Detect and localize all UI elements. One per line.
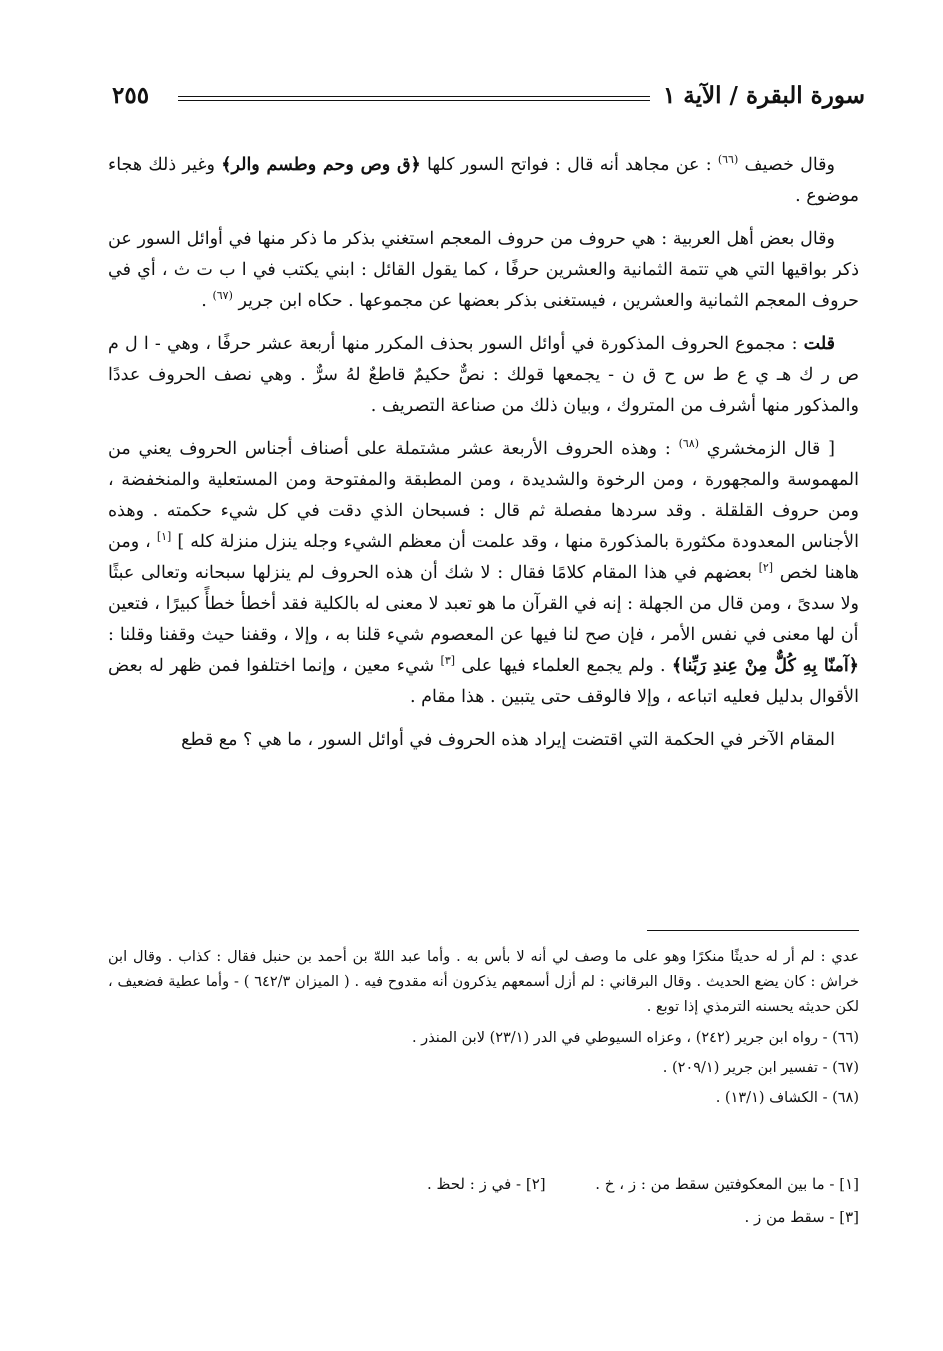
editor-ref-2: [٢] (758, 561, 774, 575)
paragraph-5 (108, 725, 859, 756)
p4-d: بعضهم في هذا المقام كلامًا فقال : لا شك أن هذه الحروف لم ينزلها سبحانه وتعالى عبثًا ولا سدىً ، ومن قال من الجهلة : إنه في القرآن ما هو تعبد لا معنى له بالكلية فقد أخطأ خطأً كبيرًا ، فتعين أن لها معنى في نفس الأمر ، فإن صح لنا فيها عن المعصوم شيء قلنا به ، وإلا ، وقفنا حيث وقفنا وقلنا : (108, 563, 859, 645)
running-title: سورة البقرة / الآية ١ (662, 82, 865, 109)
p4-b: : وهذه الحروف الأربعة عشر مشتملة على أصناف أجناس الحروف يعني من المهموسة والمجهورة ، ومن الرخوة والشديدة ، ومن المطبقة والمفتوحة ومن المستعلية والمنخفضة ، ومن حروف القلقلة . وقد سردها مفصلة ثم قال : فسبحان الذي دقت في كل شيء حكمته . وهذه الأجناس المعدودة مكثورة بالمذكورة منها ، وقد علمت أن معظم الشيء وجله ينزل منزلة كله ] (108, 439, 859, 552)
p3-text: : مجموع الحروف المذكورة في أوائل السور بحذف المكرر منها أربعة عشر حرفًا ، وهي - ا ل م ص ر ك هـ ي ع ط س ح ق ن - يجمعها قولك : نصٌّ حكيمٌ قاطعٌ لهُ سرٌّ . وهي نصف الحروف عددًا والمذكور منها أشرف من المتروك ، وبيان ذلك من صناعة التصريف . (108, 334, 859, 416)
editor-note-1: [١] - ما بين المعكوفتين سقط من : ز ، خ . (595, 1175, 859, 1193)
paragraph-4 (108, 434, 859, 713)
editor-notes-line-1 (108, 1168, 859, 1201)
p4-c: ، ومن هاهنا لخص (108, 532, 859, 583)
page-header (112, 82, 865, 118)
p2-end: . (201, 291, 207, 311)
footnote-ref-67: (٦٧) (212, 289, 233, 303)
footnotes (108, 945, 859, 1116)
editor-note-3: [٣] - سقط من ز . (744, 1208, 859, 1226)
p4-a: [ قال الزمخشري (706, 439, 835, 459)
paragraph-2 (108, 224, 859, 317)
editor-note-2: [٢] - في ز : لحظ . (426, 1175, 546, 1193)
paragraph-3 (108, 329, 859, 422)
p1-after: وغير ذلك هجاء موضوع . (108, 155, 859, 206)
editor-ref-3: [٣] (440, 654, 456, 668)
p4-f: شيء معين ، وإنما اختلفوا فمن ظهر له بعض الأقوال بدليل فعليه اتباعه ، وإلا فالوقف حتى يتبين . هذا مقام . (108, 656, 859, 707)
paragraph-1 (108, 150, 859, 212)
footnote-67: (٦٧) - تفسير ابن جرير (٢٠٩/١) . (662, 1060, 859, 1076)
footnote-ref-68: (٦٨) (678, 437, 699, 451)
footnote-separator (647, 930, 859, 931)
editor-notes (108, 1168, 859, 1234)
footnote-66: (٦٦) - رواه ابن جرير (٢٤٢) ، وعزاه السيوطي في الدر (٢٣/١) لابن المنذر . (411, 1030, 859, 1046)
quran-quote-1: ﴿ق وص وحم وطسم والر﴾ (221, 155, 421, 175)
main-text (108, 150, 859, 756)
p2-text: وقال بعض أهل العربية : هي حروف من حروف المعجم استغني بذكر ما ذكر منها في أوائل السور عن ذكر بواقيها التي هي تتمة الثمانية والعشرين حرفًا ، كما يقول القائل : ابني يكتب في ا ب ت ث ، أي في حروف المعجم الثمانية والعشرين ، فيستغنى بذكر بعضها عن مجموعها . حكاه ابن جرير (108, 229, 859, 311)
header-rule (178, 96, 650, 101)
p1-before: وقال خصيف (744, 155, 835, 175)
p5-text: المقام الآخر في الحكمة التي اقتضت إيراد هذه الحروف في أوائل السور ، ما هي ؟ مع قطع (181, 730, 835, 750)
p3-lead: قلت (803, 334, 835, 354)
footnote-continuation: عدي : لم أر له حديثًا منكرًا وهو على ما وصف لي أنه لا بأس به . وأما عبد اللهّ بن أحمد بن حنبل فقال : كذاب . وقال ابن خراش : كان يضع الحديث . وقال البرقاني : لم أزل أسمعهم يذكرون أنه مقدوح فيه . ( الميزان ٦٤٢/٣ ) - وأما عطية فضعيف ، لكن حديثه يحسنه الترمذي إذا توبع . (108, 949, 859, 1015)
page-number: ٢٥٥ (112, 82, 150, 109)
quran-quote-2: ﴿آمنّا بِهِ كُلٌّ مِنْ عِندِ رَبِّنا﴾ (671, 656, 859, 676)
p4-e: . ولم يجمع العلماء فيها على (461, 656, 666, 676)
footnote-ref-66: (٦٦) (717, 153, 739, 167)
editor-ref-1: [١] (156, 530, 172, 544)
p1-mid: : عن مجاهد أنه قال : فواتح السور كلها (420, 155, 712, 175)
footnote-68: (٦٨) - الكشاف (١٣/١) . (715, 1090, 859, 1106)
